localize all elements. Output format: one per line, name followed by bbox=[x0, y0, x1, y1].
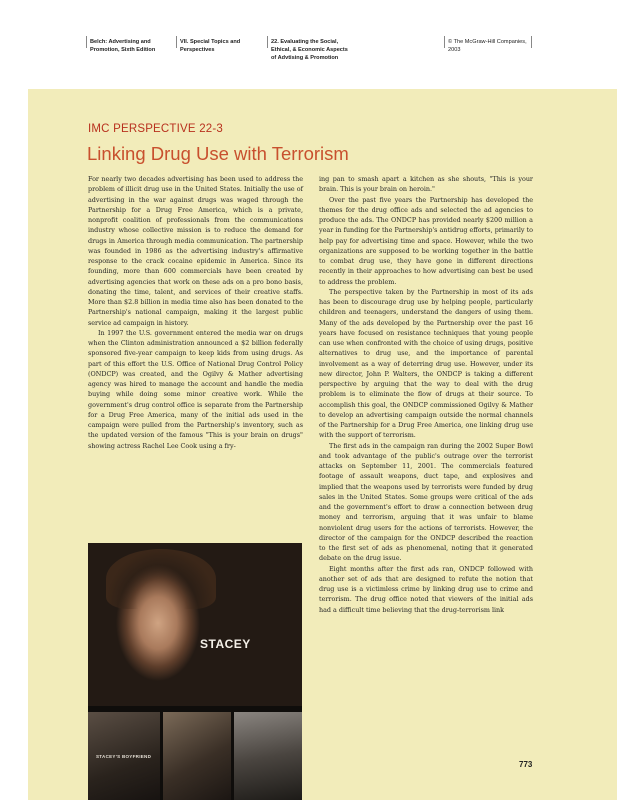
left-column bbox=[88, 174, 303, 451]
right-column bbox=[319, 174, 533, 615]
feature-kicker: IMC PERSPECTIVE 22-3 bbox=[88, 123, 224, 135]
paragraph: The first ads in the campaign ran during the 2002 Super Bowl and took advantage of the public's outrage over the terrorist attacks on September 11, 2001. The commercials featured footage of assault weapons, duct tape, and explosives and implied that the weapons used by terrorists were funded by drug sales in the United States. Some groups were critical of the ads and the government's effort to draw a connection between drug money and terrorism, arguing that it was unfair to blame nonviolent drug users for the actions of terrorists. However, the director of the campaign for the ONDCP described the reaction to the first set of ads as phenomenal, noting that it generated debate on the drug issue. bbox=[319, 441, 533, 563]
paragraph: Eight months after the first ads ran, ONDCP followed with another set of ads that are designed to refute the notion that drug use is a victimless crime by linking drug use to crime and terrorism. The drug office noted that viewers of the initial ads had a difficult time believing that the drug-terrorism link bbox=[319, 564, 533, 614]
paragraph: For nearly two decades advertising has been used to address the problem of illicit drug use in the United States. Initially the use of advertising in the war against drugs was waged through the Partnership for a Drug Free America, which is a private, nonprofit coalition of professionals from the communications industry whose collective mission is to reduce the demand for drugs in America through media communication. The partnership was founded in 1986 as the advertising industry's affirmative response to the crack cocaine epidemic in America. Since its founding, more than 600 commercials have been created by advertising agencies that work on these ads on a pro bono basis, donating the time, talent, and services of their creative staffs. More than $2.8 billion in media time also has been donated to the Partnership's national campaign, making it the largest public service ad campaign in history. bbox=[88, 175, 303, 327]
paragraph: In 1997 the U.S. government entered the media war on drugs when the Clinton administration announced a $2 billion federally sponsored five-year campaign to keep kids from using drugs. As part of this effort the U.S. Office of National Drug Control Policy (ONDCP) was created, and the Ogilvy & Mather advertising agency was hired to manage the account and handle the media buying while doing some minor creative work. While the government's drug control office is separate from the Partnership for a Drug Free America, many of the initial ads used in the campaign were pulled from the Partnership's inventory, such as the updated version of the famous "This is your brain on drugs" showing actress Rachel Lee Cook using a fry- bbox=[88, 328, 303, 450]
page-number: 773 bbox=[519, 760, 533, 769]
ad-photo bbox=[88, 543, 302, 800]
feature-title: Linking Drug Use with Terrorism bbox=[87, 143, 349, 164]
paragraph: Over the past five years the Partnership has developed the themes for the drug office ads and selected the ad agencies to produce the ads. The ONDCP has provided nearly $200 million a year in funding for the Partnership's antidrug efforts, primarily to help pay for advertising time and space. However, while the two organizations are supposed to be working together in the battle to combat drug use, they have gone in different directions recently in their approaches to how advertising can best be used to address the problem. bbox=[319, 195, 533, 286]
thumbnail-dealer bbox=[163, 712, 231, 800]
thumbnail-boyfriend bbox=[88, 712, 160, 800]
running-header bbox=[86, 36, 546, 86]
thumbnail-scene bbox=[234, 712, 302, 800]
photo-thumbnails bbox=[88, 706, 302, 800]
thumbnail-caption: STACEY'S BOYFRIEND bbox=[96, 754, 152, 759]
header-part: VII. Special Topics and Perspectives bbox=[180, 39, 241, 53]
header-book: Belch: Advertising and Promotion, Sixth Edition bbox=[90, 39, 156, 53]
photo-name: STACEY bbox=[200, 637, 251, 651]
paragraph: ing pan to smash apart a kitchen as she shouts, "This is your brain. This is your brain on heroin." bbox=[319, 175, 533, 194]
paragraph: The perspective taken by the Partnership in most of its ads has been to discourage drug use by helping people, particularly children and teenagers, understand the dangers of using them. Many of the ads developed by the Partnership over the past 16 years have focused on resistance techniques that young people can use when confronted with the choice of using drugs, positive alternatives to drug use, and the importance of parental involvement as a way of deterring drug use. However, under its new director, John P. Walters, the ONDCP is taking a different perspective by arguing that the way to deal with the drug problem is to eliminate the flow of drugs at their source. To accomplish this goal, the ONDCP commissioned Ogilvy & Mather to develop an advertising campaign outside the normal channels of the Partnership for a Drug Free America, one linking drug use with the support of terrorism. bbox=[319, 287, 533, 440]
header-copyright: © The McGraw-Hill Companies, 2003 bbox=[448, 39, 527, 53]
header-chapter: 22. Evaluating the Social, Ethical, & Economic Aspects of Advtising & Promotion bbox=[271, 39, 348, 61]
